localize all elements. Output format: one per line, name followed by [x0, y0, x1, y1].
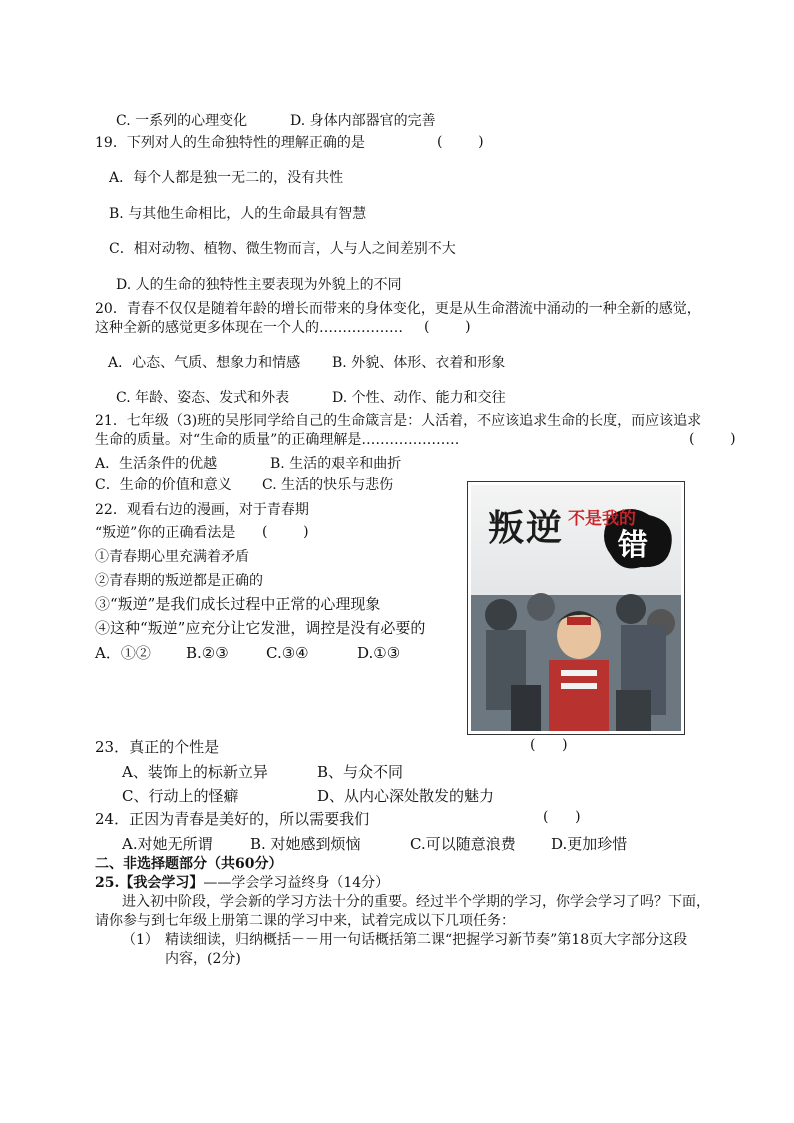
q21-option-d: C. 生活的快乐与悲伤 [262, 477, 394, 493]
q19-option-c: C．相对动物、植物、微生物而言，人与人之间差别不大 [109, 241, 456, 257]
q25-title [95, 874, 389, 892]
q22-option-b: B.②③ [186, 644, 229, 662]
q20-option-b: B. 外貌、体形、衣着和形象 [332, 355, 506, 371]
q21-option-c: C．生命的价值和意义 [95, 477, 232, 493]
cover-title-mistake: 错 [618, 528, 648, 563]
q25-sub1-line2: 内容，(2分) [165, 951, 241, 967]
q22-answer-paren: ( ) [262, 524, 309, 540]
section-heading: 二、非选择题部分（共60分） [95, 856, 283, 872]
q23-stem: 23．真正的个性是 [95, 738, 220, 756]
q23-answer-paren: ( ) [530, 737, 568, 753]
q20-stem-line2: 这种全新的感觉更多体现在一个人的……………… [95, 320, 403, 336]
q24-answer-paren: ( ) [543, 809, 581, 825]
q21-stem-line2: 生命的质量。对“生命的质量”的正确理解是………………… [95, 432, 460, 448]
q20-option-d: D. 个性、动作、能力和交往 [332, 390, 506, 406]
q20-answer-paren: ( ) [424, 319, 471, 335]
q18-option-c: C. 一系列的心理变化 [116, 113, 248, 129]
q24-option-c: C.可以随意浪费 [410, 835, 516, 853]
q22-stem-line2: “叛逆”你的正确看法是 [95, 525, 236, 541]
cover-title-red: 不是我的 [568, 509, 636, 529]
q25-sub1-line1: 精读细读，归纳概括－－用一句话概括第二课“把握学习新节奏”第18页大字部分这段 [165, 932, 688, 948]
q22-statement-1: ①青春期心里充满着矛盾 [95, 549, 249, 565]
q25-paragraph-line2: 请你参与到七年级上册第二课的学习中来，试着完成以下几项任务： [95, 913, 515, 929]
q23-option-a: A、装饰上的标新立异 [122, 763, 268, 781]
q22-statement-2: ②青春期的叛逆都是正确的 [95, 573, 263, 589]
q21-stem-line1: 21．七年级（3)班的吴彤同学给自己的生命箴言是：人活着，不应该追求生命的长度，而应该追求 [95, 413, 702, 429]
q20-stem-line1: 20．青春不仅仅是随着年龄的增长而带来的身体变化，更是从生命潜流中涌动的一种全新的感觉， [95, 301, 701, 317]
q24-stem: 24．正因为青春是美好的，所以需要我们 [95, 810, 370, 828]
q21-option-b: B. 生活的艰辛和曲折 [270, 456, 402, 472]
q22-statement-3: ③“叛逆”是我们成长过程中正常的心理现象 [95, 595, 381, 613]
q21-option-a: A．生活条件的优越 [95, 456, 218, 472]
q19-stem: 19．下列对人的生命独特性的理解正确的是 [95, 135, 365, 151]
q21-answer-paren: ( ) [689, 431, 736, 447]
q25-title-rest: ——学会学习益终身（14分） [203, 875, 390, 891]
q24-option-a: A.对她无所谓 [122, 835, 213, 853]
q22-statement-4: ④这种“叛逆”应充分让它发泄，调控是没有必要的 [95, 619, 426, 637]
q22-option-a: A．①② [95, 644, 151, 662]
q24-option-b: B. 对她感到烦恼 [250, 835, 361, 853]
q24-option-d: D.更加珍惜 [551, 835, 628, 853]
q25-sub1-number: （1） [122, 932, 159, 948]
cover-title-main: 叛逆 [488, 508, 565, 549]
q20-option-c: C. 年龄、姿态、发式和外表 [116, 390, 290, 406]
q25-paragraph-line1: 进入初中阶段，学会新的学习方法十分的重要。经过半个学期的学习，你学会学习了吗？下面， [122, 894, 710, 910]
q19-answer-paren: ( ) [437, 134, 484, 150]
q23-option-c: C、行动上的怪癖 [122, 787, 239, 805]
q22-option-c: C.③④ [266, 644, 309, 662]
q18-option-d: D. 身体内部器官的完善 [290, 113, 436, 129]
q22-stem-line1: 22．观看右边的漫画，对于青春期 [95, 502, 309, 518]
q20-option-a: A．心态、气质、想象力和情感 [108, 355, 301, 371]
q25-title-bold: 25.【我会学习】 [95, 875, 204, 891]
q19-option-b: B. 与其他生命相比，人的生命最具有智慧 [109, 206, 367, 222]
q22-option-d: D.①③ [357, 644, 401, 662]
q23-option-b: B、与众不同 [317, 763, 404, 781]
q19-option-d: D. 人的生命的独特性主要表现为外貌上的不同 [116, 277, 402, 293]
q19-option-a: A．每个人都是独一无二的，没有共性 [109, 170, 344, 186]
comic-cover-image [467, 481, 685, 735]
q23-option-d: D、从内心深处散发的魅力 [317, 787, 495, 805]
